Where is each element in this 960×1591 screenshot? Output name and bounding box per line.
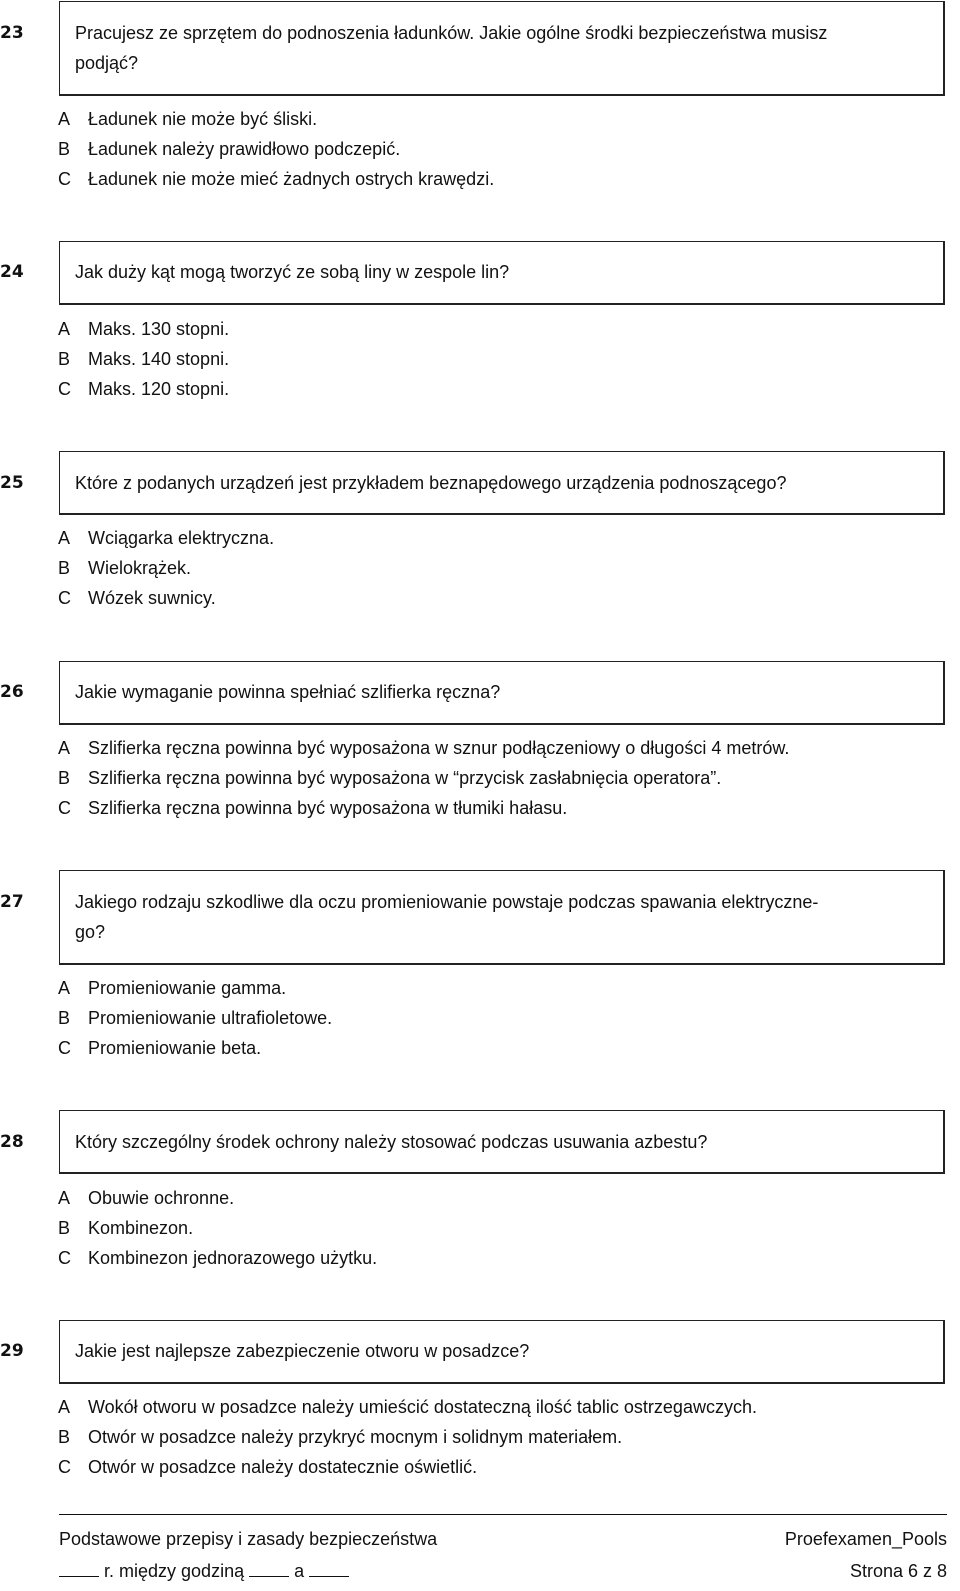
answer-option[interactable]: A Wokół otworu w posadzce należy umieścić dostateczną ilość tablic ostrzegawczych.	[58, 1397, 757, 1417]
question-text: Które z podanych urządzeń jest przykładem beznapędowego urządzenia podnoszącego?	[75, 473, 787, 493]
answer-option[interactable]: B Szlifierka ręczna powinna być wyposażona w “przycisk zasłabnięcia operatora”.	[58, 768, 722, 788]
answer-option[interactable]: C Wózek suwnicy.	[58, 588, 216, 608]
question-number: 27	[0, 892, 24, 912]
question-text: Jakiego rodzaju szkodliwe dla oczu promieniowanie powstaje podczas spawania elektryczne- go?	[75, 892, 819, 942]
answer-option[interactable]: A Ładunek nie może być śliski.	[58, 109, 318, 129]
question-number: 29	[0, 1341, 24, 1361]
answer-option[interactable]: C Ładunek nie może mieć żadnych ostrych krawędzi.	[58, 169, 495, 189]
answer-option[interactable]: A Szlifierka ręczna powinna być wyposażona w sznur podłączeniowy o długości 4 metrów.	[58, 738, 790, 758]
footer-brand: Proefexamen_Pools	[784, 1529, 947, 1549]
answer-option[interactable]: B Maks. 140 stopni.	[58, 349, 230, 369]
answer-option[interactable]: C Szlifierka ręczna powinna być wyposażona w tłumiki hałasu.	[58, 798, 568, 818]
footer-divider	[59, 1514, 947, 1515]
question-number: 24	[0, 262, 24, 282]
answer-option[interactable]: C Kombinezon jednorazowego użytku.	[58, 1248, 378, 1268]
answer-option[interactable]: B Ładunek należy prawidłowo podczepić.	[58, 139, 401, 159]
footer-title: Podstawowe przepisy i zasady bezpieczeństwa	[59, 1529, 438, 1549]
answer-list	[58, 523, 274, 613]
blank-field[interactable]	[309, 1559, 349, 1577]
answer-option[interactable]: B Kombinezon.	[58, 1218, 194, 1238]
answer-list	[58, 733, 789, 823]
question-text: Który szczególny środek ochrony należy stosować podczas usuwania azbestu?	[75, 1132, 708, 1152]
answer-list	[58, 973, 332, 1063]
footer-date-line: r. między godziną a	[59, 1559, 349, 1583]
answer-option[interactable]: A Obuwie ochronne.	[58, 1188, 235, 1208]
answer-option[interactable]: B Wielokrążek.	[58, 558, 192, 578]
question-number: 25	[0, 473, 24, 493]
question-text: Pracujesz ze sprzętem do podnoszenia ładunków. Jakie ogólne środki bezpieczeństwa musisz podjąć?	[75, 23, 828, 73]
question-number: 23	[0, 23, 24, 43]
answer-list	[58, 104, 494, 194]
page-number: Strona 6 z 8	[849, 1561, 947, 1581]
answer-option[interactable]: B Promieniowanie ultrafioletowe.	[58, 1008, 333, 1028]
answer-option[interactable]: B Otwór w posadzce należy przykryć mocnym i solidnym materiałem.	[58, 1427, 623, 1447]
question-number: 26	[0, 682, 24, 702]
answer-list	[58, 314, 229, 404]
blank-field[interactable]	[249, 1559, 289, 1577]
answer-option[interactable]: A Wciągarka elektryczna.	[58, 528, 275, 548]
answer-option[interactable]: A Promieniowanie gamma.	[58, 978, 287, 998]
question-text: Jak duży kąt mogą tworzyć ze sobą liny w zespole lin?	[75, 262, 510, 282]
question-text: Jakie jest najlepsze zabezpieczenie otworu w posadzce?	[75, 1341, 530, 1361]
question-text: Jakie wymaganie powinna spełniać szlifierka ręczna?	[75, 682, 501, 702]
answer-option[interactable]: A Maks. 130 stopni.	[58, 319, 230, 339]
answer-list	[58, 1392, 757, 1482]
answer-list	[58, 1183, 377, 1273]
answer-option[interactable]: C Promieniowanie beta.	[58, 1038, 262, 1058]
question-number: 28	[0, 1132, 24, 1152]
blank-field[interactable]	[59, 1559, 99, 1577]
answer-option[interactable]: C Maks. 120 stopni.	[58, 379, 230, 399]
answer-option[interactable]: C Otwór w posadzce należy dostatecznie oświetlić.	[58, 1457, 478, 1477]
